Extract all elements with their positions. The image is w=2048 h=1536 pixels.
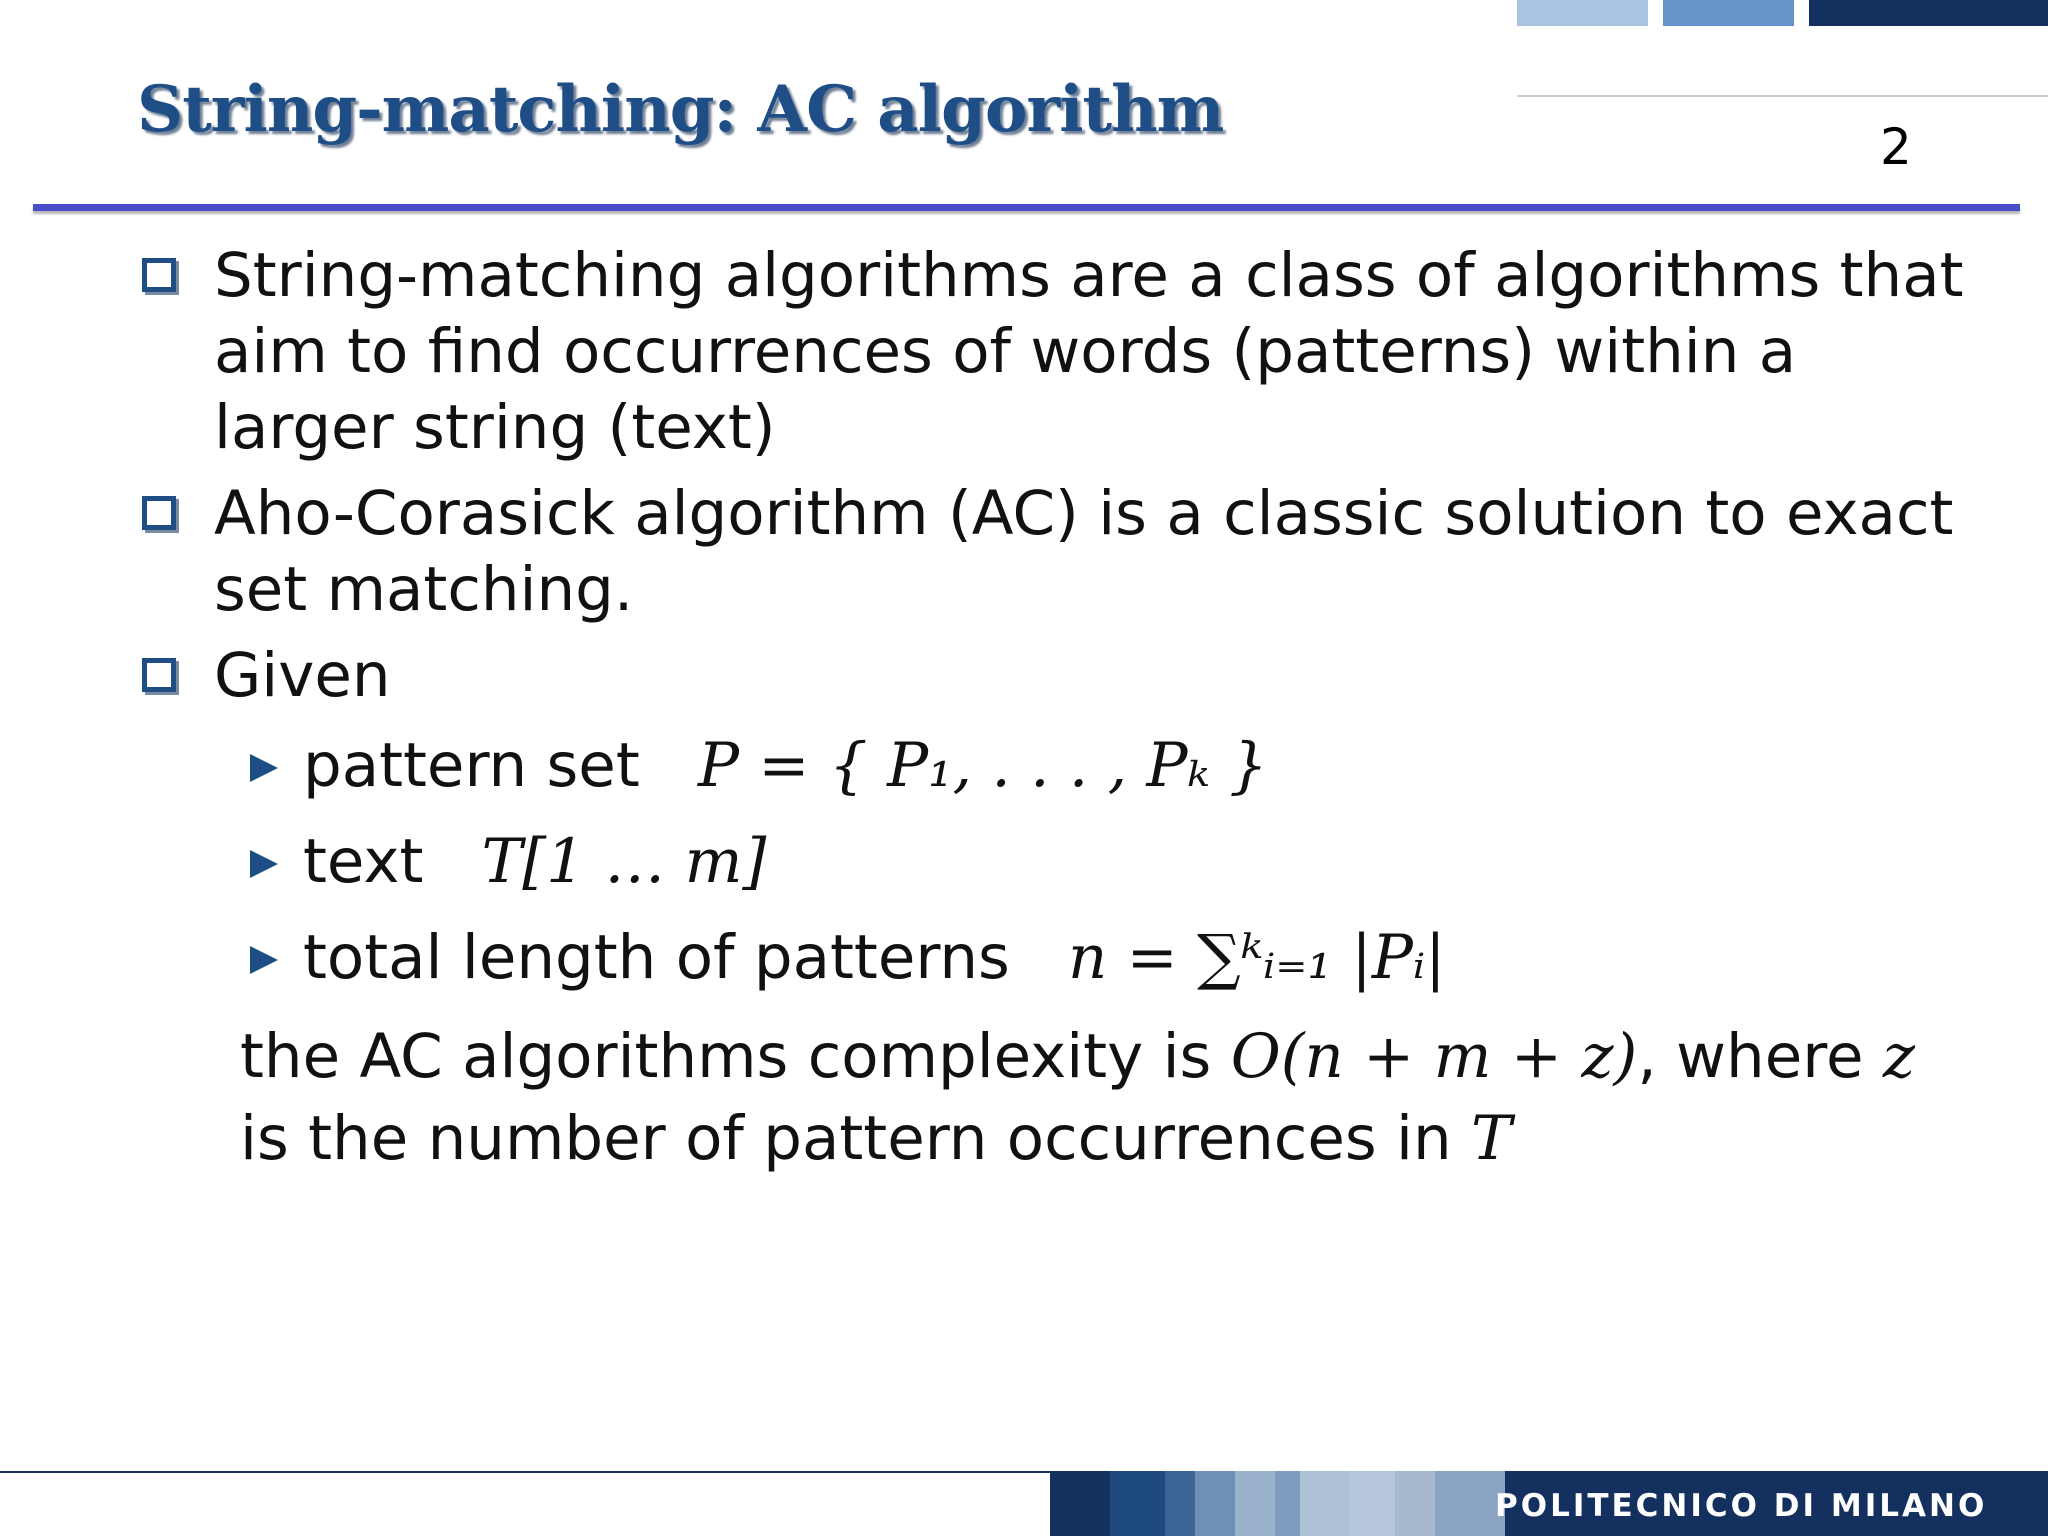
footer-band <box>1165 1471 1195 1536</box>
footer-band <box>1050 1471 1110 1536</box>
bullet-item <box>140 638 1980 714</box>
sub-bullet-item <box>140 920 1980 996</box>
math-variable-z: z <box>1882 1021 1916 1092</box>
top-bar-dark <box>1809 0 2048 26</box>
math-formula: P = { P₁, . . . , Pₖ } <box>697 730 1268 801</box>
footer-band <box>1110 1471 1165 1536</box>
sub-bullet-label: text <box>303 826 424 897</box>
sub-bullet-item <box>140 728 1980 804</box>
bullet-text: Given <box>214 640 391 711</box>
math-formula: T[1 … m] <box>481 826 767 897</box>
title-divider <box>33 204 2020 211</box>
footer-institution-logo: POLITECNICO DI MILANO <box>1495 1488 1988 1524</box>
triangle-bullet-icon <box>250 850 278 878</box>
bullet-text: Aho-Corasick algorithm (AC) is a classic solution to exact set matching. <box>214 478 1954 625</box>
slide-title: String-matching: AC algorithm <box>137 72 1224 147</box>
sub-bullet-label: total length of patterns <box>303 922 1010 993</box>
checkbox-bullet-icon <box>142 258 176 292</box>
bullet-text: String-matching algorithms are a class of algorithms that aim to find occurrences of words (patterns) within a larger string (text) <box>214 240 1964 463</box>
sub-bullet-item <box>140 824 1980 900</box>
math-formula: n = ∑ᵏᵢ₌₁ |Pᵢ| <box>1067 922 1446 993</box>
checkbox-bullet-icon <box>142 658 176 692</box>
footer-band <box>1235 1471 1275 1536</box>
math-variable-T: T <box>1471 1103 1512 1174</box>
footer-band <box>1395 1471 1435 1536</box>
footer-band <box>1195 1471 1235 1536</box>
top-bar-medium <box>1663 0 1794 26</box>
checkbox-bullet-icon <box>142 496 176 530</box>
conclusion <box>140 1016 1980 1180</box>
bullet-item <box>140 238 1980 466</box>
footer-band <box>1300 1471 1350 1536</box>
conclusion-text: the AC algorithms complexity is <box>240 1021 1212 1092</box>
footer-band <box>1350 1471 1395 1536</box>
top-bar-light <box>1517 0 1648 26</box>
slide-body <box>140 238 1980 1180</box>
conclusion-text-2: is the number of pattern occurrences in <box>240 1103 1452 1174</box>
footer-band <box>1275 1471 1300 1536</box>
complexity-formula: O(n + m + z) <box>1230 1021 1638 1092</box>
sub-bullet-label: pattern set <box>303 730 640 801</box>
bullet-item <box>140 476 1980 628</box>
top-thin-rule <box>1517 95 2048 97</box>
page-number: 2 <box>1880 118 1912 176</box>
footer-rule <box>0 1471 1050 1473</box>
triangle-bullet-icon <box>250 946 278 974</box>
conclusion-where: , where <box>1637 1021 1864 1092</box>
triangle-bullet-icon <box>250 754 278 782</box>
